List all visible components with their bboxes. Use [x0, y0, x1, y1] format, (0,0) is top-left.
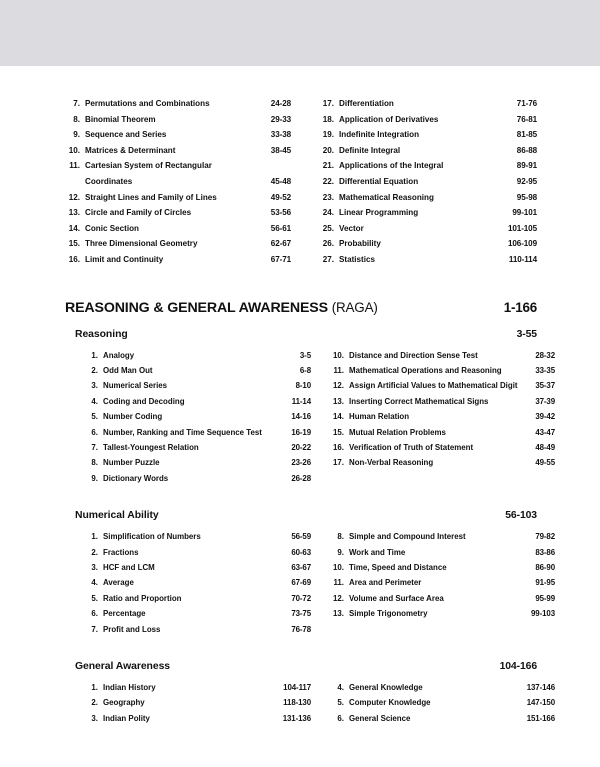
toc-row[interactable]: [83, 409, 311, 424]
toc-row[interactable]: [65, 96, 291, 112]
toc-item-number: 13.: [333, 396, 344, 406]
toc-row[interactable]: [319, 158, 537, 174]
toc-item-number: 4.: [91, 396, 98, 406]
page-top-band: [0, 0, 600, 66]
toc-row[interactable]: [319, 96, 537, 112]
toc-item-number: 19.: [322, 130, 334, 140]
toc-item-pages: 60-63: [291, 547, 311, 557]
toc-row[interactable]: [329, 455, 555, 470]
toc-item-label: Matrices & Determinant: [85, 145, 176, 155]
toc-item-number: 24.: [322, 208, 334, 218]
toc-item-label: Sequence and Series: [85, 130, 167, 140]
toc-item-number: 3.: [91, 713, 98, 723]
part-title-abbreviation: (RAGA): [331, 299, 378, 315]
toc-item-pages: 48-49: [535, 442, 555, 452]
toc-item-number: 10.: [333, 563, 344, 572]
toc-row[interactable]: [83, 711, 311, 726]
toc-item-number: 8.: [91, 458, 98, 468]
toc-item-number: 21.: [322, 161, 334, 171]
toc-row[interactable]: [83, 622, 311, 637]
toc-item-label: Verification of Truth of Statement: [349, 442, 474, 452]
toc-item-pages: 73-75: [291, 609, 311, 619]
toc-item-pages: 101-105: [507, 223, 537, 233]
toc-item-label: Odd Man Out: [103, 365, 153, 375]
toc-item-label: Probability: [339, 239, 381, 249]
part-title-raga: [65, 300, 378, 316]
math-continued-block: [65, 96, 537, 268]
toc-item-number: 9.: [73, 130, 80, 140]
toc-item-label: Volume and Surface Area: [349, 593, 444, 603]
toc-item-label: Average: [103, 578, 134, 588]
toc-row[interactable]: [329, 711, 555, 726]
section-pages: 3-55: [516, 328, 537, 340]
toc-item-number: 13.: [333, 609, 344, 619]
toc-row[interactable]: [83, 545, 311, 560]
toc-item-pages: 110-114: [508, 254, 537, 264]
toc-item-number: 5.: [91, 412, 98, 422]
toc-item-label: Mathematical Reasoning: [339, 192, 434, 202]
part-pages-raga: 1-166: [503, 299, 537, 315]
toc-row[interactable]: [83, 529, 311, 544]
toc-item-label: Definite Integral: [339, 145, 401, 155]
toc-row[interactable]: [83, 378, 311, 393]
toc-row[interactable]: [329, 529, 555, 544]
toc-item-number: 3.: [91, 563, 98, 572]
toc-item-number: 9.: [91, 473, 98, 483]
toc-item-label: Differentiation: [339, 99, 394, 108]
section-right-column: [319, 680, 555, 726]
toc-item-number: 1.: [91, 350, 98, 360]
toc-item-label: Cartesian System of Rectangular: [85, 161, 212, 171]
toc-item-pages: 83-86: [535, 547, 555, 557]
toc-item-pages: 43-47: [535, 427, 555, 437]
toc-item-label: Vector: [339, 223, 364, 233]
toc-item-label: Number Puzzle: [103, 458, 160, 468]
toc-row[interactable]: [319, 190, 537, 206]
toc-item-pages: 33-38: [270, 130, 291, 140]
toc-item-pages: 67-71: [270, 254, 291, 264]
toc-item-number: 7.: [91, 442, 98, 452]
toc-item-label: Linear Programming: [339, 208, 419, 218]
toc-item-pages: 28-32: [535, 350, 555, 360]
toc-item-label: Number, Ranking and Time Sequence Test: [103, 427, 262, 437]
toc-row[interactable]: [83, 560, 311, 575]
toc-item-label: Simplification of Numbers: [103, 532, 201, 542]
toc-item-label: Coding and Decoding: [103, 396, 185, 406]
toc-item-pages: 39-42: [535, 412, 555, 422]
toc-row[interactable]: [329, 560, 555, 575]
toc-item-pages: 20-22: [291, 442, 311, 452]
toc-item-pages: 56-59: [291, 532, 311, 542]
toc-item-label: Indefinite Integration: [339, 130, 420, 140]
toc-item-number: 17.: [333, 458, 344, 468]
toc-row[interactable]: [65, 127, 291, 143]
toc-row[interactable]: [65, 190, 291, 206]
toc-item-number: 10.: [68, 145, 80, 155]
toc-item-pages: 92-95: [516, 176, 537, 186]
section-left-column: [83, 680, 319, 726]
toc-item-pages: 147-150: [526, 698, 555, 708]
toc-item-label: Time, Speed and Distance: [349, 563, 447, 572]
toc-item-pages: 95-99: [535, 593, 555, 603]
toc-item-pages: 76-81: [516, 114, 537, 124]
toc-row[interactable]: [319, 236, 537, 252]
toc-item-number: 12.: [333, 593, 344, 603]
toc-content: [65, 96, 555, 726]
toc-item-number: 6.: [91, 427, 98, 437]
section-heading-reasoning: [75, 329, 537, 340]
toc-item-pages: 62-67: [270, 239, 291, 249]
toc-item-label: Ratio and Proportion: [103, 593, 182, 603]
toc-item-label: Straight Lines and Family of Lines: [85, 192, 217, 202]
toc-item-number: 5.: [337, 698, 344, 708]
toc-row[interactable]: [65, 205, 291, 221]
toc-item-label: Distance and Direction Sense Test: [349, 350, 478, 360]
toc-row[interactable]: [83, 394, 311, 409]
toc-item-label: Conic Section: [85, 223, 139, 233]
toc-item-number: 8.: [337, 532, 344, 542]
part-title-main: REASONING & GENERAL AWARENESS: [65, 299, 332, 316]
toc-item-number: 12.: [333, 381, 344, 391]
toc-item-number: 12.: [68, 192, 80, 202]
section-heading-numerical-ability: [75, 510, 537, 521]
toc-row[interactable]: [83, 575, 311, 590]
toc-row[interactable]: [65, 252, 291, 268]
toc-item-label: Profit and Loss: [103, 624, 161, 634]
toc-row[interactable]: [83, 363, 311, 378]
section-pages: 56-103: [505, 510, 537, 522]
toc-item-label: Indian History: [103, 683, 156, 693]
toc-item-label: Percentage: [103, 609, 146, 619]
toc-item-number: 1.: [91, 532, 98, 542]
toc-item-pages: 53-56: [270, 208, 291, 218]
toc-item-number: 11.: [69, 161, 80, 171]
toc-item-number: 23.: [322, 192, 334, 202]
toc-row[interactable]: [329, 680, 555, 695]
toc-item-label: Inserting Correct Mathematical Signs: [349, 396, 489, 406]
toc-item-pages: 67-69: [291, 578, 311, 588]
toc-item-label: Analogy: [103, 350, 135, 360]
toc-item-pages: 33-35: [535, 365, 555, 375]
toc-item-label: Applications of the Integral: [339, 161, 444, 171]
toc-item-number: 13.: [68, 208, 80, 218]
toc-row[interactable]: [65, 158, 291, 174]
toc-row[interactable]: [83, 348, 311, 363]
toc-row[interactable]: [83, 680, 311, 695]
raga-sections: [65, 328, 555, 727]
math-continued-left-column: [65, 96, 301, 268]
toc-item-pages: 91-95: [535, 578, 555, 588]
toc-item-number: 2.: [91, 698, 98, 708]
toc-row[interactable]: [329, 575, 555, 590]
toc-item-label: HCF and LCM: [103, 563, 155, 572]
toc-item-pages: 35-37: [535, 381, 555, 391]
toc-item-pages: 3-5: [299, 350, 311, 360]
toc-item-number: 11.: [333, 365, 344, 375]
toc-item-label: Geography: [103, 698, 145, 708]
toc-item-label: Limit and Continuity: [85, 254, 164, 264]
toc-item-label: Application of Derivatives: [339, 114, 439, 124]
section-items-block: [83, 529, 555, 637]
toc-item-pages: 63-67: [291, 563, 311, 572]
toc-row[interactable]: [329, 606, 555, 621]
toc-item-number: 10.: [333, 350, 344, 360]
toc-item-pages: 49-55: [535, 458, 555, 468]
toc-row[interactable]: [329, 695, 555, 710]
toc-row[interactable]: [329, 394, 555, 409]
toc-item-pages: 8-10: [295, 381, 311, 391]
toc-item-number: 7.: [91, 624, 98, 634]
toc-item-label: Numerical Series: [103, 381, 168, 391]
section-title: Reasoning: [75, 328, 128, 340]
toc-row[interactable]: [65, 112, 291, 128]
toc-row[interactable]: [83, 455, 311, 470]
toc-item-label: Computer Knowledge: [349, 698, 431, 708]
toc-item-number: 11.: [333, 578, 344, 588]
toc-row[interactable]: [329, 545, 555, 560]
toc-item-label: Work and Time: [349, 547, 406, 557]
toc-item-pages: 23-26: [291, 458, 311, 468]
toc-item-number: 15.: [333, 427, 344, 437]
section-right-column: [319, 529, 555, 637]
toc-item-label: Permutations and Combinations: [85, 99, 210, 108]
toc-item-number: 1.: [91, 683, 98, 693]
toc-item-pages: 86-90: [535, 563, 555, 572]
toc-item-label: Differential Equation: [339, 176, 419, 186]
toc-item-number: 22.: [322, 176, 334, 186]
toc-row[interactable]: [329, 378, 555, 393]
toc-item-number: 14.: [333, 412, 344, 422]
toc-item-label: Simple and Compound Interest: [349, 532, 466, 542]
toc-item-number: 25.: [322, 223, 334, 233]
toc-item-pages: 70-72: [291, 593, 311, 603]
toc-item-pages: 14-16: [291, 412, 311, 422]
toc-item-label: Binomial Theorem: [85, 114, 156, 124]
toc-item-number: 3.: [91, 381, 98, 391]
toc-item-pages: 89-91: [516, 161, 537, 171]
toc-item-label: Assign Artificial Values to Mathematical Digit: [349, 381, 518, 391]
toc-item-pages: 131-136: [282, 713, 311, 723]
toc-item-pages: 6-8: [299, 365, 311, 375]
toc-row[interactable]: [329, 363, 555, 378]
toc-row[interactable]: [83, 425, 311, 440]
toc-row[interactable]: [83, 591, 311, 606]
toc-row[interactable]: [319, 174, 537, 190]
section-left-column: [83, 529, 319, 637]
toc-item-pages: 106-109: [507, 239, 537, 249]
section-title: Numerical Ability: [75, 510, 159, 522]
toc-row[interactable]: [319, 205, 537, 221]
toc-item-label: General Science: [349, 713, 411, 723]
toc-row[interactable]: [329, 409, 555, 424]
toc-item-label: Number Coding: [103, 412, 163, 422]
toc-item-pages: 56-61: [270, 223, 291, 233]
toc-item-pages: 24-28: [270, 99, 291, 108]
toc-item-number: 15.: [68, 239, 80, 249]
toc-item-pages: 38-45: [270, 145, 291, 155]
toc-item-number: 7.: [73, 99, 80, 108]
section-title: General Awareness: [75, 661, 171, 673]
toc-item-number: 26.: [322, 239, 334, 249]
toc-item-number: 6.: [337, 713, 344, 723]
toc-item-number: 6.: [91, 609, 98, 619]
toc-item-number: 4.: [337, 683, 344, 693]
toc-row[interactable]: [83, 695, 311, 710]
toc-item-number: 2.: [91, 365, 98, 375]
toc-item-pages: 86-88: [516, 145, 537, 155]
toc-item-number: 9.: [337, 547, 344, 557]
toc-item-label: Coordinates: [85, 176, 133, 186]
toc-item-label: Mathematical Operations and Reasoning: [349, 365, 502, 375]
toc-item-label: Statistics: [339, 254, 375, 264]
toc-item-label: Fractions: [103, 547, 139, 557]
toc-item-label: Non-Verbal Reasoning: [349, 458, 434, 468]
toc-row[interactable]: [65, 221, 291, 237]
toc-item-pages: 104-117: [283, 683, 311, 693]
toc-item-number: 5.: [91, 593, 98, 603]
toc-row[interactable]: [319, 252, 537, 268]
toc-item-number: 14.: [68, 223, 80, 233]
toc-item-label: Circle and Family of Circles: [85, 208, 192, 218]
toc-row[interactable]: [319, 221, 537, 237]
section-heading-general-awareness: [75, 661, 537, 672]
toc-item-label: Human Relation: [349, 412, 410, 422]
toc-item-label: Indian Polity: [103, 713, 150, 723]
toc-item-label: Three Dimensional Geometry: [85, 239, 198, 249]
toc-item-number: 4.: [91, 578, 98, 588]
toc-item-number: 2.: [91, 547, 98, 557]
toc-item-label: Tallest-Youngest Relation: [103, 442, 199, 452]
toc-item-label: General Knowledge: [349, 683, 423, 693]
toc-item-number: 16.: [333, 442, 344, 452]
toc-row[interactable]: [329, 348, 555, 363]
toc-item-number: 8.: [73, 114, 80, 124]
toc-item-pages: 151-166: [526, 713, 555, 723]
section-right-column: [319, 348, 555, 487]
section-pages: 104-166: [499, 661, 537, 673]
toc-row[interactable]: [329, 425, 555, 440]
toc-row[interactable]: [65, 143, 291, 159]
toc-item-pages: 37-39: [535, 396, 555, 406]
toc-item-pages: 76-78: [291, 624, 311, 634]
toc-item-label: Mutual Relation Problems: [349, 427, 446, 437]
toc-item-pages: 71-76: [516, 99, 537, 108]
toc-row[interactable]: [83, 606, 311, 621]
part-heading-raga: [65, 300, 537, 316]
toc-item-pages: 79-82: [535, 532, 555, 542]
toc-item-pages: 137-146: [526, 683, 555, 693]
toc-row[interactable]: [65, 174, 291, 190]
toc-row[interactable]: [65, 236, 291, 252]
toc-item-pages: 29-33: [270, 114, 291, 124]
toc-row[interactable]: [319, 143, 537, 159]
toc-item-number: 27.: [322, 254, 334, 264]
toc-item-pages: 11-14: [291, 396, 311, 406]
toc-item-number: 18.: [322, 114, 334, 124]
toc-item-pages: 26-28: [291, 473, 311, 483]
math-continued-right-column: [301, 96, 537, 268]
section-left-column: [83, 348, 319, 487]
toc-item-label: Simple Trigonometry: [349, 609, 428, 619]
toc-row[interactable]: [329, 440, 555, 455]
toc-item-label: Dictionary Words: [103, 473, 169, 483]
toc-item-number: 17.: [322, 99, 334, 108]
toc-item-number: 16.: [68, 254, 80, 264]
toc-row[interactable]: [319, 127, 537, 143]
toc-item-pages: 49-52: [270, 192, 291, 202]
toc-row[interactable]: [83, 440, 311, 455]
section-items-block: [83, 680, 555, 726]
toc-row[interactable]: [319, 112, 537, 128]
toc-item-number: 20.: [322, 145, 334, 155]
section-items-block: [83, 348, 555, 487]
toc-item-pages: 118-130: [283, 698, 311, 708]
toc-row[interactable]: [329, 591, 555, 606]
toc-item-pages: 45-48: [270, 176, 291, 186]
toc-row[interactable]: [83, 471, 311, 486]
toc-item-pages: 95-98: [516, 192, 537, 202]
toc-item-pages: 16-19: [291, 427, 311, 437]
toc-item-pages: 81-85: [516, 130, 537, 140]
toc-item-pages: 99-103: [531, 609, 555, 619]
toc-item-pages: 99-101: [512, 208, 537, 218]
toc-item-label: Area and Perimeter: [349, 578, 422, 588]
